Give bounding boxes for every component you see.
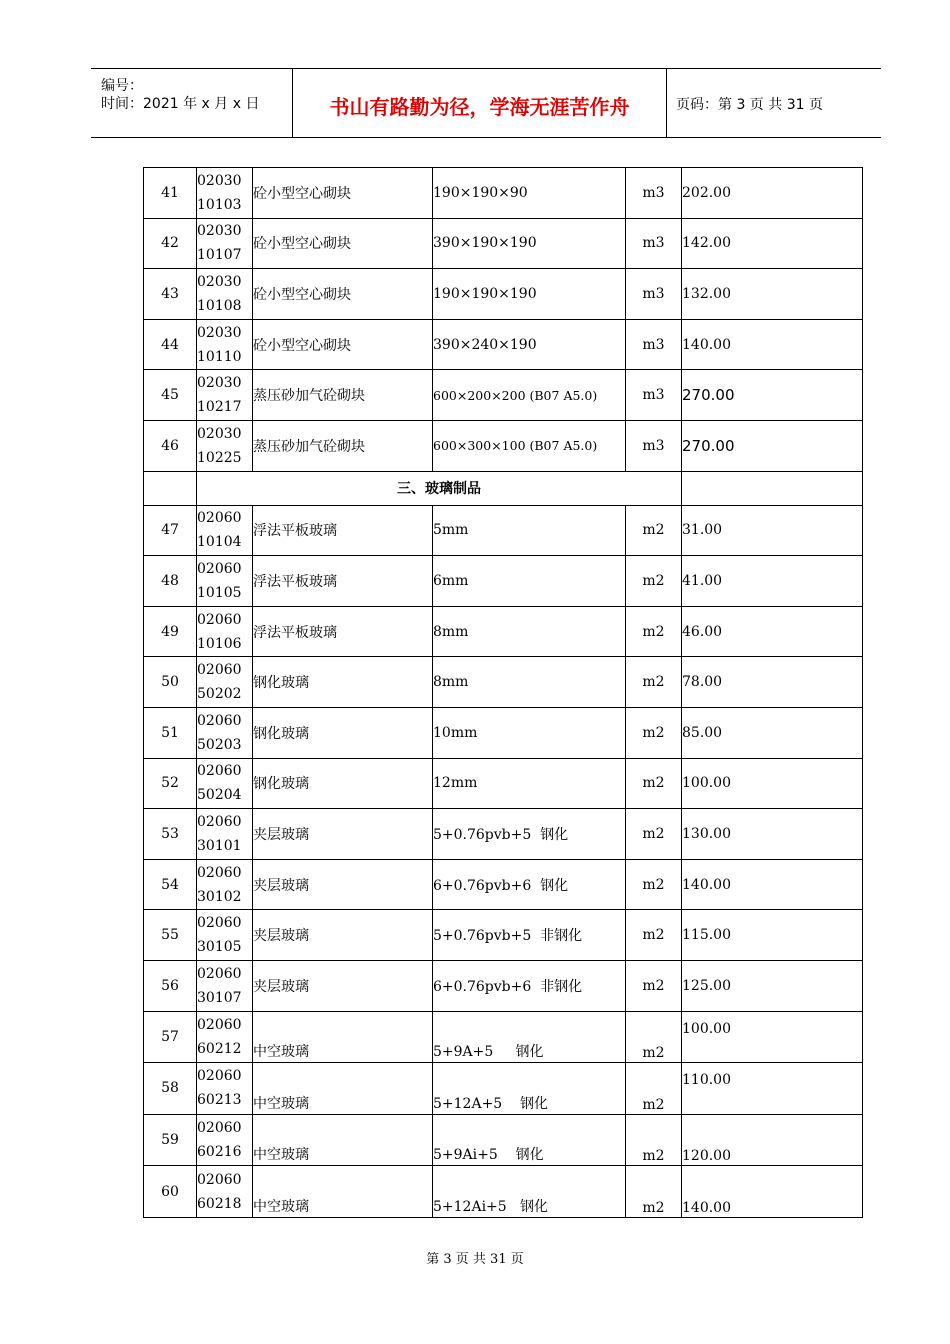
item-code-part1: 02060 xyxy=(197,560,242,577)
item-code xyxy=(197,370,253,421)
row-number: 48 xyxy=(144,556,197,607)
item-spec: 390×190×190 xyxy=(433,218,626,269)
item-price-value: 78.00 xyxy=(682,674,723,691)
item-name: 砼小型空心砌块 xyxy=(253,319,433,370)
item-code xyxy=(197,1166,253,1218)
item-price xyxy=(682,218,863,269)
header-motto-cell xyxy=(292,69,667,137)
item-price-value: 115.00 xyxy=(682,927,731,944)
item-spec: 6mm xyxy=(433,556,626,607)
item-code xyxy=(197,556,253,607)
page-footer: 第 3 页 共 31 页 xyxy=(426,1252,524,1267)
item-code xyxy=(197,218,253,269)
item-spec: 10mm xyxy=(433,707,626,758)
table-row xyxy=(144,319,863,370)
item-code-part1: 02030 xyxy=(197,273,242,290)
item-code-part2: 10225 xyxy=(197,449,242,466)
row-number: 57 xyxy=(144,1011,197,1063)
item-price-value: 125.00 xyxy=(682,977,731,994)
table-row xyxy=(144,420,863,471)
item-code xyxy=(197,505,253,556)
item-code-part1: 02030 xyxy=(197,324,242,341)
item-price xyxy=(682,556,863,607)
item-spec: 5+0.76pvb+5 非钢化 xyxy=(433,910,626,961)
item-code xyxy=(197,269,253,320)
item-unit: m3 xyxy=(626,218,682,269)
item-price-value: 140.00 xyxy=(682,876,731,893)
row-number: 56 xyxy=(144,960,197,1011)
item-price-value: 130.00 xyxy=(682,825,731,842)
item-code-part1: 02060 xyxy=(197,813,242,830)
item-price-value: 120.00 xyxy=(682,1147,731,1164)
item-code xyxy=(197,606,253,657)
row-number: 51 xyxy=(144,707,197,758)
item-price xyxy=(682,370,863,421)
item-name: 钢化玻璃 xyxy=(253,758,433,809)
item-price xyxy=(682,910,863,961)
item-code xyxy=(197,168,253,219)
item-unit: m3 xyxy=(626,420,682,471)
item-name: 砼小型空心砌块 xyxy=(253,168,433,219)
item-price xyxy=(682,269,863,320)
row-number: 50 xyxy=(144,657,197,708)
item-unit: m2 xyxy=(626,556,682,607)
item-code-part1: 02060 xyxy=(197,864,242,881)
section-row xyxy=(144,471,863,505)
item-code-part1: 02030 xyxy=(197,172,242,189)
item-price xyxy=(682,1166,863,1218)
table-section-row-group xyxy=(144,471,863,505)
item-price xyxy=(682,758,863,809)
item-price-value: 270.00 xyxy=(682,436,735,455)
row-number: 53 xyxy=(144,809,197,860)
item-price-value: 110.00 xyxy=(682,1072,731,1089)
item-code-part2: 10106 xyxy=(197,635,242,652)
item-code-part2: 10110 xyxy=(197,348,242,365)
item-code-part1: 02060 xyxy=(197,1068,242,1085)
item-code-part1: 02060 xyxy=(197,510,242,527)
item-unit: m2 xyxy=(626,1063,682,1115)
row-number: 41 xyxy=(144,168,197,219)
item-price xyxy=(682,859,863,910)
table-row xyxy=(144,1011,863,1063)
item-spec: 6+0.76pvb+6 非钢化 xyxy=(433,960,626,1011)
item-spec: 5+12Ai+5 钢化 xyxy=(433,1166,626,1218)
item-name: 钢化玻璃 xyxy=(253,657,433,708)
item-price-value: 41.00 xyxy=(682,572,723,589)
item-name: 浮法平板玻璃 xyxy=(253,556,433,607)
item-code-part1: 02030 xyxy=(197,425,242,442)
item-code-part1: 02060 xyxy=(197,763,242,780)
row-number: 54 xyxy=(144,859,197,910)
page-header xyxy=(91,68,881,138)
item-code-part2: 10103 xyxy=(197,196,242,213)
item-price xyxy=(682,319,863,370)
table-row xyxy=(144,809,863,860)
table-row xyxy=(144,859,863,910)
item-code-part2: 60213 xyxy=(197,1092,242,1109)
item-price-value: 31.00 xyxy=(682,522,723,539)
item-price-value: 140.00 xyxy=(682,1199,731,1216)
item-name: 中空玻璃 xyxy=(253,1063,433,1115)
item-code xyxy=(197,657,253,708)
item-price-value: 46.00 xyxy=(682,623,723,640)
item-spec: 5mm xyxy=(433,505,626,556)
item-unit: m3 xyxy=(626,168,682,219)
item-price xyxy=(682,657,863,708)
item-code xyxy=(197,910,253,961)
item-price xyxy=(682,960,863,1011)
item-price xyxy=(682,1011,863,1063)
row-number: 59 xyxy=(144,1114,197,1166)
item-unit: m2 xyxy=(626,960,682,1011)
item-price xyxy=(682,1114,863,1166)
row-number: 45 xyxy=(144,370,197,421)
table-row xyxy=(144,1063,863,1115)
item-spec: 5+12A+5 钢化 xyxy=(433,1063,626,1115)
item-name: 钢化玻璃 xyxy=(253,707,433,758)
item-unit: m3 xyxy=(626,370,682,421)
item-spec: 5+0.76pvb+5 钢化 xyxy=(433,809,626,860)
table-row xyxy=(144,707,863,758)
item-price xyxy=(682,707,863,758)
item-code-part2: 10105 xyxy=(197,584,242,601)
item-code-part2: 30101 xyxy=(197,837,242,854)
item-name: 蒸压砂加气砼砌块 xyxy=(253,370,433,421)
item-code xyxy=(197,758,253,809)
item-name: 夹层玻璃 xyxy=(253,960,433,1011)
item-price xyxy=(682,606,863,657)
item-price-value: 85.00 xyxy=(682,724,723,741)
item-code xyxy=(197,319,253,370)
table-row xyxy=(144,657,863,708)
row-number: 58 xyxy=(144,1063,197,1115)
item-code-part1: 02030 xyxy=(197,375,242,392)
item-name: 夹层玻璃 xyxy=(253,809,433,860)
item-unit: m2 xyxy=(626,809,682,860)
item-code-part1: 02060 xyxy=(197,662,242,679)
item-code xyxy=(197,420,253,471)
item-price xyxy=(682,1063,863,1115)
table-row xyxy=(144,505,863,556)
item-code-part2: 30107 xyxy=(197,989,242,1006)
item-name: 浮法平板玻璃 xyxy=(253,505,433,556)
table-body-blocks xyxy=(144,168,863,472)
table-body-glass xyxy=(144,505,863,1217)
row-number: 49 xyxy=(144,606,197,657)
item-code xyxy=(197,1063,253,1115)
item-name: 中空玻璃 xyxy=(253,1166,433,1218)
item-name: 中空玻璃 xyxy=(253,1011,433,1063)
item-price-value: 270.00 xyxy=(682,386,735,405)
item-spec: 600×300×100 (B07 A5.0) xyxy=(433,420,626,471)
item-spec: 600×200×200 (B07 A5.0) xyxy=(433,370,626,421)
item-name: 蒸压砂加气砼砌块 xyxy=(253,420,433,471)
header-page-number: 页码：第 3 页 共 31 页 xyxy=(676,97,823,113)
item-code-part2: 50204 xyxy=(197,787,242,804)
item-code xyxy=(197,809,253,860)
table-row xyxy=(144,370,863,421)
item-price-value: 132.00 xyxy=(682,285,731,302)
item-code xyxy=(197,707,253,758)
item-price-value: 100.00 xyxy=(682,775,731,792)
item-code-part2: 60212 xyxy=(197,1040,242,1057)
row-number: 47 xyxy=(144,505,197,556)
table-row xyxy=(144,758,863,809)
item-price-value: 202.00 xyxy=(682,184,731,201)
item-unit: m2 xyxy=(626,1011,682,1063)
item-code-part1: 02030 xyxy=(197,223,242,240)
item-unit: m2 xyxy=(626,657,682,708)
table-row xyxy=(144,218,863,269)
section-empty-cell xyxy=(144,471,197,505)
item-code-part2: 10107 xyxy=(197,247,242,264)
section-title: 三、玻璃制品 xyxy=(197,471,682,505)
row-number: 43 xyxy=(144,269,197,320)
item-code-part1: 02060 xyxy=(197,712,242,729)
item-price xyxy=(682,809,863,860)
item-spec: 390×240×190 xyxy=(433,319,626,370)
row-number: 55 xyxy=(144,910,197,961)
item-unit: m2 xyxy=(626,1166,682,1218)
document-time-label: 时间：2021 年 x 月 x 日 xyxy=(101,96,260,112)
item-code-part2: 60216 xyxy=(197,1143,242,1160)
table-row xyxy=(144,1114,863,1166)
row-number: 52 xyxy=(144,758,197,809)
item-unit: m3 xyxy=(626,269,682,320)
item-name: 砼小型空心砌块 xyxy=(253,269,433,320)
table-row xyxy=(144,168,863,219)
price-table xyxy=(143,167,863,1218)
item-price xyxy=(682,505,863,556)
item-name: 夹层玻璃 xyxy=(253,859,433,910)
item-code-part1: 02060 xyxy=(197,1171,242,1188)
item-name: 中空玻璃 xyxy=(253,1114,433,1166)
item-price-value: 140.00 xyxy=(682,336,731,353)
item-code-part1: 02060 xyxy=(197,1119,242,1136)
item-spec: 190×190×90 xyxy=(433,168,626,219)
item-code xyxy=(197,1114,253,1166)
item-unit: m2 xyxy=(626,505,682,556)
item-code-part2: 50202 xyxy=(197,686,242,703)
header-motto: 书山有路勤为径，学海无涯苦作舟 xyxy=(329,95,630,119)
item-code xyxy=(197,1011,253,1063)
item-unit: m2 xyxy=(626,758,682,809)
item-code-part2: 60218 xyxy=(197,1195,242,1212)
row-number: 44 xyxy=(144,319,197,370)
row-number: 60 xyxy=(144,1166,197,1218)
item-code-part2: 10108 xyxy=(197,297,242,314)
item-spec: 8mm xyxy=(433,657,626,708)
item-code-part2: 10217 xyxy=(197,399,242,416)
item-code-part2: 10104 xyxy=(197,534,242,551)
item-code xyxy=(197,859,253,910)
item-code-part1: 02060 xyxy=(197,915,242,932)
item-code-part1: 02060 xyxy=(197,965,242,982)
item-spec: 8mm xyxy=(433,606,626,657)
table-row xyxy=(144,269,863,320)
item-unit: m2 xyxy=(626,707,682,758)
item-name: 砼小型空心砌块 xyxy=(253,218,433,269)
item-unit: m2 xyxy=(626,606,682,657)
table-row xyxy=(144,910,863,961)
header-meta-cell xyxy=(91,69,292,137)
item-unit: m2 xyxy=(626,859,682,910)
item-name: 夹层玻璃 xyxy=(253,910,433,961)
table-row xyxy=(144,960,863,1011)
item-spec: 12mm xyxy=(433,758,626,809)
item-unit: m2 xyxy=(626,910,682,961)
item-code-part1: 02060 xyxy=(197,611,242,628)
item-spec: 5+9A+5 钢化 xyxy=(433,1011,626,1063)
item-name: 浮法平板玻璃 xyxy=(253,606,433,657)
item-price-value: 100.00 xyxy=(682,1020,731,1037)
item-price xyxy=(682,420,863,471)
section-empty-cell xyxy=(682,471,863,505)
item-code xyxy=(197,960,253,1011)
item-spec: 5+9Ai+5 钢化 xyxy=(433,1114,626,1166)
item-code-part2: 30105 xyxy=(197,939,242,956)
item-spec: 6+0.76pvb+6 钢化 xyxy=(433,859,626,910)
table-row xyxy=(144,1166,863,1218)
item-spec: 190×190×190 xyxy=(433,269,626,320)
document-number-label: 编号： xyxy=(101,78,143,94)
item-code-part2: 50203 xyxy=(197,736,242,753)
item-unit: m2 xyxy=(626,1114,682,1166)
item-code-part1: 02060 xyxy=(197,1016,242,1033)
table-row xyxy=(144,556,863,607)
table-row xyxy=(144,606,863,657)
header-page-cell xyxy=(666,69,881,137)
row-number: 46 xyxy=(144,420,197,471)
item-code-part2: 30102 xyxy=(197,888,242,905)
item-price xyxy=(682,168,863,219)
item-unit: m3 xyxy=(626,319,682,370)
item-price-value: 142.00 xyxy=(682,235,731,252)
row-number: 42 xyxy=(144,218,197,269)
